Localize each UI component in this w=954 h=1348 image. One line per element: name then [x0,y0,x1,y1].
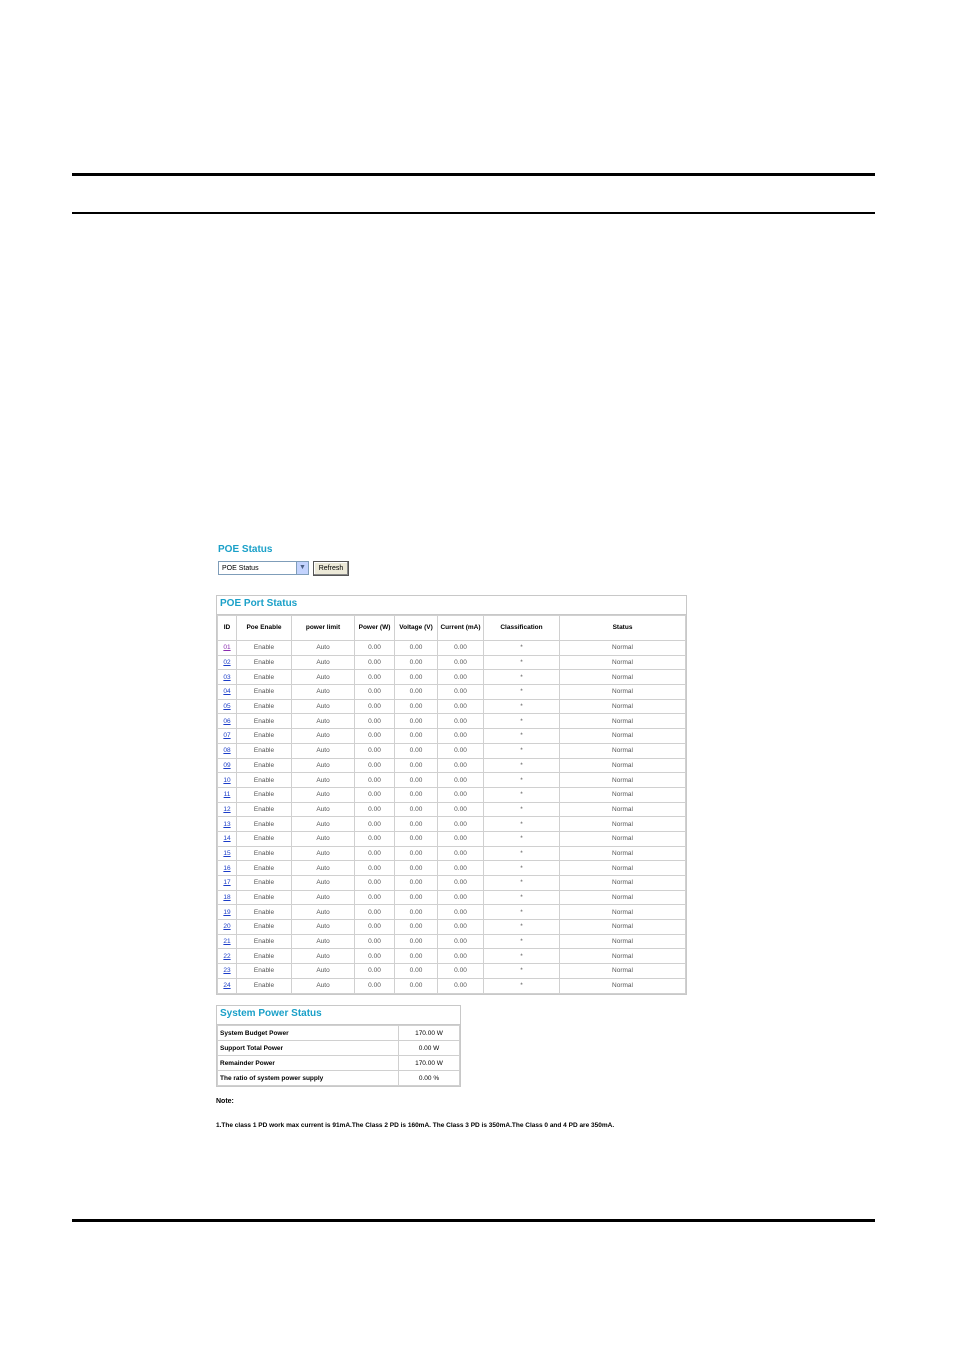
status-cell: Normal [560,685,686,700]
poe-enable-cell: Enable [237,876,292,891]
voltage-cell: 0.00 [395,699,438,714]
current-cell: 0.00 [438,641,484,656]
table-row [218,641,686,656]
port-id-link[interactable]: 15 [223,849,231,857]
system-power-table [217,1025,460,1086]
current-cell: 0.00 [438,831,484,846]
power-limit-cell: Auto [292,831,355,846]
port-id-cell [218,861,237,876]
voltage-cell: 0.00 [395,714,438,729]
port-id-link[interactable]: 22 [223,952,231,960]
voltage-cell: 0.00 [395,758,438,773]
power-limit-cell: Auto [292,670,355,685]
table-row [218,846,686,861]
voltage-cell: 0.00 [395,861,438,876]
voltage-cell: 0.00 [395,846,438,861]
classification-cell: * [484,641,560,656]
port-id-cell [218,831,237,846]
table-header-row [218,616,686,641]
poe-enable-cell: Enable [237,978,292,993]
remainder-power-label: Remainder Power [218,1056,399,1071]
poe-enable-cell: Enable [237,699,292,714]
power-cell: 0.00 [355,773,395,788]
current-cell: 0.00 [438,920,484,935]
poe-enable-cell: Enable [237,890,292,905]
port-id-cell [218,817,237,832]
port-id-link[interactable]: 20 [223,923,231,931]
remainder-power-value: 170.00 W [399,1056,460,1071]
table-row [218,861,686,876]
table-row [218,670,686,685]
power-limit-cell: Auto [292,641,355,656]
status-cell: Normal [560,905,686,920]
power-cell: 0.00 [355,831,395,846]
power-cell: 0.00 [355,964,395,979]
voltage-cell: 0.00 [395,802,438,817]
col-current-header: Current (mA) [438,616,484,641]
table-row [218,890,686,905]
port-id-link[interactable]: 14 [223,835,231,843]
power-cell: 0.00 [355,920,395,935]
port-id-link[interactable]: 24 [223,982,231,990]
power-cell: 0.00 [355,817,395,832]
power-cell: 0.00 [355,685,395,700]
power-cell: 0.00 [355,978,395,993]
power-limit-cell: Auto [292,978,355,993]
classification-cell: * [484,802,560,817]
current-cell: 0.00 [438,802,484,817]
classification-cell: * [484,787,560,802]
power-limit-cell: Auto [292,846,355,861]
voltage-cell: 0.00 [395,831,438,846]
status-cell: Normal [560,978,686,993]
table-row [218,1071,460,1086]
port-id-cell [218,846,237,861]
classification-cell: * [484,773,560,788]
current-cell: 0.00 [438,729,484,744]
table-row [218,934,686,949]
port-id-cell [218,905,237,920]
status-cell: Normal [560,670,686,685]
power-limit-cell: Auto [292,876,355,891]
port-id-link[interactable]: 18 [223,894,231,902]
current-cell: 0.00 [438,978,484,993]
port-id-link[interactable]: 08 [223,747,231,755]
port-id-link[interactable]: 10 [223,776,231,784]
poe-enable-cell: Enable [237,964,292,979]
power-cell: 0.00 [355,861,395,876]
status-cell: Normal [560,934,686,949]
port-id-cell [218,743,237,758]
poe-enable-cell: Enable [237,743,292,758]
port-id-link[interactable]: 07 [223,732,231,740]
current-cell: 0.00 [438,699,484,714]
poe-enable-cell: Enable [237,685,292,700]
current-cell: 0.00 [438,934,484,949]
poe-enable-cell: Enable [237,729,292,744]
classification-cell: * [484,978,560,993]
voltage-cell: 0.00 [395,641,438,656]
port-id-link[interactable]: 13 [223,820,231,828]
power-limit-cell: Auto [292,920,355,935]
power-limit-cell: Auto [292,905,355,920]
power-cell: 0.00 [355,729,395,744]
port-id-link[interactable]: 09 [223,761,231,769]
table-row [218,714,686,729]
table-row [218,685,686,700]
power-limit-cell: Auto [292,773,355,788]
status-cell: Normal [560,655,686,670]
table-row [218,817,686,832]
status-cell: Normal [560,949,686,964]
current-cell: 0.00 [438,685,484,700]
power-limit-cell: Auto [292,655,355,670]
port-id-cell [218,978,237,993]
poe-enable-cell: Enable [237,802,292,817]
voltage-cell: 0.00 [395,890,438,905]
poe-enable-cell: Enable [237,846,292,861]
port-id-link[interactable]: 03 [223,673,231,681]
col-power-header: Power (W) [355,616,395,641]
voltage-cell: 0.00 [395,655,438,670]
chevron-down-icon[interactable]: ▼ [296,562,308,574]
current-cell: 0.00 [438,817,484,832]
status-cell: Normal [560,641,686,656]
classification-cell: * [484,949,560,964]
poe-enable-cell: Enable [237,905,292,920]
port-id-cell [218,773,237,788]
port-id-cell [218,949,237,964]
status-cell: Normal [560,964,686,979]
power-limit-cell: Auto [292,817,355,832]
port-id-link[interactable]: 01 [223,644,231,652]
poe-enable-cell: Enable [237,817,292,832]
status-cell: Normal [560,773,686,788]
classification-cell: * [484,655,560,670]
power-cell: 0.00 [355,802,395,817]
classification-cell: * [484,743,560,758]
port-id-cell [218,641,237,656]
col-status-header: Status [560,616,686,641]
current-cell: 0.00 [438,964,484,979]
table-row [218,773,686,788]
power-limit-cell: Auto [292,758,355,773]
table-row [218,802,686,817]
status-cell: Normal [560,817,686,832]
table-row [218,831,686,846]
status-cell: Normal [560,846,686,861]
port-id-cell [218,920,237,935]
col-id-header: ID [218,616,237,641]
poe-enable-cell: Enable [237,773,292,788]
current-cell: 0.00 [438,773,484,788]
footer-rule [72,1219,875,1222]
status-cell: Normal [560,699,686,714]
classification-cell: * [484,920,560,935]
power-limit-cell: Auto [292,934,355,949]
table-row [218,699,686,714]
table-row [218,743,686,758]
current-cell: 0.00 [438,714,484,729]
status-cell: Normal [560,890,686,905]
status-cell: Normal [560,920,686,935]
status-cell: Normal [560,831,686,846]
power-cell: 0.00 [355,699,395,714]
voltage-cell: 0.00 [395,685,438,700]
poe-enable-cell: Enable [237,949,292,964]
classification-cell: * [484,876,560,891]
port-id-cell [218,729,237,744]
port-id-link[interactable]: 19 [223,908,231,916]
poe-enable-cell: Enable [237,787,292,802]
poe-enable-cell: Enable [237,714,292,729]
current-cell: 0.00 [438,787,484,802]
port-id-cell [218,934,237,949]
power-cell: 0.00 [355,714,395,729]
power-cell: 0.00 [355,890,395,905]
power-limit-cell: Auto [292,729,355,744]
status-cell: Normal [560,743,686,758]
table-row [218,905,686,920]
port-id-link[interactable]: 05 [223,703,231,711]
table-row [218,949,686,964]
table-row [218,920,686,935]
current-cell: 0.00 [438,890,484,905]
voltage-cell: 0.00 [395,817,438,832]
status-cell: Normal [560,729,686,744]
classification-cell: * [484,670,560,685]
table-row [218,758,686,773]
classification-cell: * [484,846,560,861]
classification-cell: * [484,699,560,714]
poe-enable-cell: Enable [237,920,292,935]
table-row [218,787,686,802]
table-row [218,1041,460,1056]
voltage-cell: 0.00 [395,773,438,788]
system-budget-power-value: 170.00 W [399,1026,460,1041]
power-limit-cell: Auto [292,743,355,758]
port-id-link[interactable]: 06 [223,717,231,725]
power-limit-cell: Auto [292,802,355,817]
table-row [218,876,686,891]
table-row [218,978,686,993]
classification-cell: * [484,817,560,832]
poe-status-select-value: POE Status [222,565,259,572]
poe-port-table [217,615,686,994]
status-cell: Normal [560,714,686,729]
col-poe-enable-header: Poe Enable [237,616,292,641]
voltage-cell: 0.00 [395,949,438,964]
current-cell: 0.00 [438,758,484,773]
support-total-power-value: 0.00 W [399,1041,460,1056]
note-label: Note: [216,1098,234,1105]
table-row [218,964,686,979]
system-budget-power-label: System Budget Power [218,1026,399,1041]
port-id-cell [218,714,237,729]
voltage-cell: 0.00 [395,670,438,685]
current-cell: 0.00 [438,655,484,670]
port-id-cell [218,787,237,802]
power-limit-cell: Auto [292,714,355,729]
header-rule-top [72,173,875,176]
status-cell: Normal [560,787,686,802]
refresh-button[interactable]: Refresh [313,561,349,576]
power-limit-cell: Auto [292,861,355,876]
poe-enable-cell: Enable [237,861,292,876]
col-classification-header: Classification [484,616,560,641]
port-id-link[interactable]: 11 [223,791,231,799]
poe-enable-cell: Enable [237,934,292,949]
power-limit-cell: Auto [292,949,355,964]
table-row [218,1026,460,1041]
voltage-cell: 0.00 [395,920,438,935]
system-power-status-panel [216,1005,461,1087]
power-cell: 0.00 [355,934,395,949]
power-limit-cell: Auto [292,787,355,802]
voltage-cell: 0.00 [395,787,438,802]
poe-status-select[interactable] [218,561,309,575]
power-supply-ratio-value: 0.00 % [399,1071,460,1086]
classification-cell: * [484,964,560,979]
status-cell: Normal [560,802,686,817]
port-id-cell [218,685,237,700]
poe-enable-cell: Enable [237,641,292,656]
voltage-cell: 0.00 [395,905,438,920]
poe-enable-cell: Enable [237,758,292,773]
power-limit-cell: Auto [292,685,355,700]
power-cell: 0.00 [355,949,395,964]
port-id-link[interactable]: 23 [223,967,231,975]
power-limit-cell: Auto [292,699,355,714]
support-total-power-label: Support Total Power [218,1041,399,1056]
power-supply-ratio-label: The ratio of system power supply [218,1071,399,1086]
col-power-limit-header: power limit [292,616,355,641]
port-id-link[interactable]: 16 [223,864,231,872]
port-id-link[interactable]: 04 [223,688,231,696]
current-cell: 0.00 [438,846,484,861]
status-cell: Normal [560,876,686,891]
poe-enable-cell: Enable [237,670,292,685]
poe-status-title: POE Status [218,544,273,555]
power-cell: 0.00 [355,670,395,685]
classification-cell: * [484,831,560,846]
voltage-cell: 0.00 [395,964,438,979]
voltage-cell: 0.00 [395,743,438,758]
current-cell: 0.00 [438,905,484,920]
power-cell: 0.00 [355,758,395,773]
header-rule-bottom [72,212,875,214]
port-id-cell [218,670,237,685]
status-cell: Normal [560,758,686,773]
poe-port-status-panel [216,595,687,995]
voltage-cell: 0.00 [395,876,438,891]
current-cell: 0.00 [438,949,484,964]
port-id-cell [218,876,237,891]
power-cell: 0.00 [355,641,395,656]
port-id-cell [218,890,237,905]
classification-cell: * [484,729,560,744]
classification-cell: * [484,905,560,920]
status-cell: Normal [560,861,686,876]
voltage-cell: 0.00 [395,729,438,744]
current-cell: 0.00 [438,861,484,876]
current-cell: 0.00 [438,670,484,685]
classification-cell: * [484,714,560,729]
classification-cell: * [484,890,560,905]
port-id-link[interactable]: 02 [223,659,231,667]
port-id-link[interactable]: 17 [223,879,231,887]
power-cell: 0.00 [355,743,395,758]
poe-enable-cell: Enable [237,655,292,670]
col-voltage-header: Voltage (V) [395,616,438,641]
power-cell: 0.00 [355,787,395,802]
power-cell: 0.00 [355,655,395,670]
poe-port-status-title: POE Port Status [217,596,686,615]
system-power-status-title: System Power Status [217,1006,460,1025]
port-id-cell [218,699,237,714]
classification-cell: * [484,758,560,773]
power-limit-cell: Auto [292,964,355,979]
table-row [218,655,686,670]
voltage-cell: 0.00 [395,978,438,993]
current-cell: 0.00 [438,876,484,891]
classification-cell: * [484,861,560,876]
power-cell: 0.00 [355,846,395,861]
classification-cell: * [484,685,560,700]
port-id-link[interactable]: 12 [223,805,231,813]
voltage-cell: 0.00 [395,934,438,949]
port-id-cell [218,802,237,817]
current-cell: 0.00 [438,743,484,758]
port-id-cell [218,964,237,979]
port-id-cell [218,758,237,773]
poe-enable-cell: Enable [237,831,292,846]
table-row [218,729,686,744]
note-text: 1.The class 1 PD work max current is 91mA.The Class 2 PD is 160mA. The Class 3 PD is 350mA.The Class 0 and 4 PD are 350mA. [216,1122,615,1129]
power-limit-cell: Auto [292,890,355,905]
classification-cell: * [484,934,560,949]
port-id-link[interactable]: 21 [223,938,231,946]
port-id-cell [218,655,237,670]
power-cell: 0.00 [355,905,395,920]
power-cell: 0.00 [355,876,395,891]
table-row [218,1056,460,1071]
